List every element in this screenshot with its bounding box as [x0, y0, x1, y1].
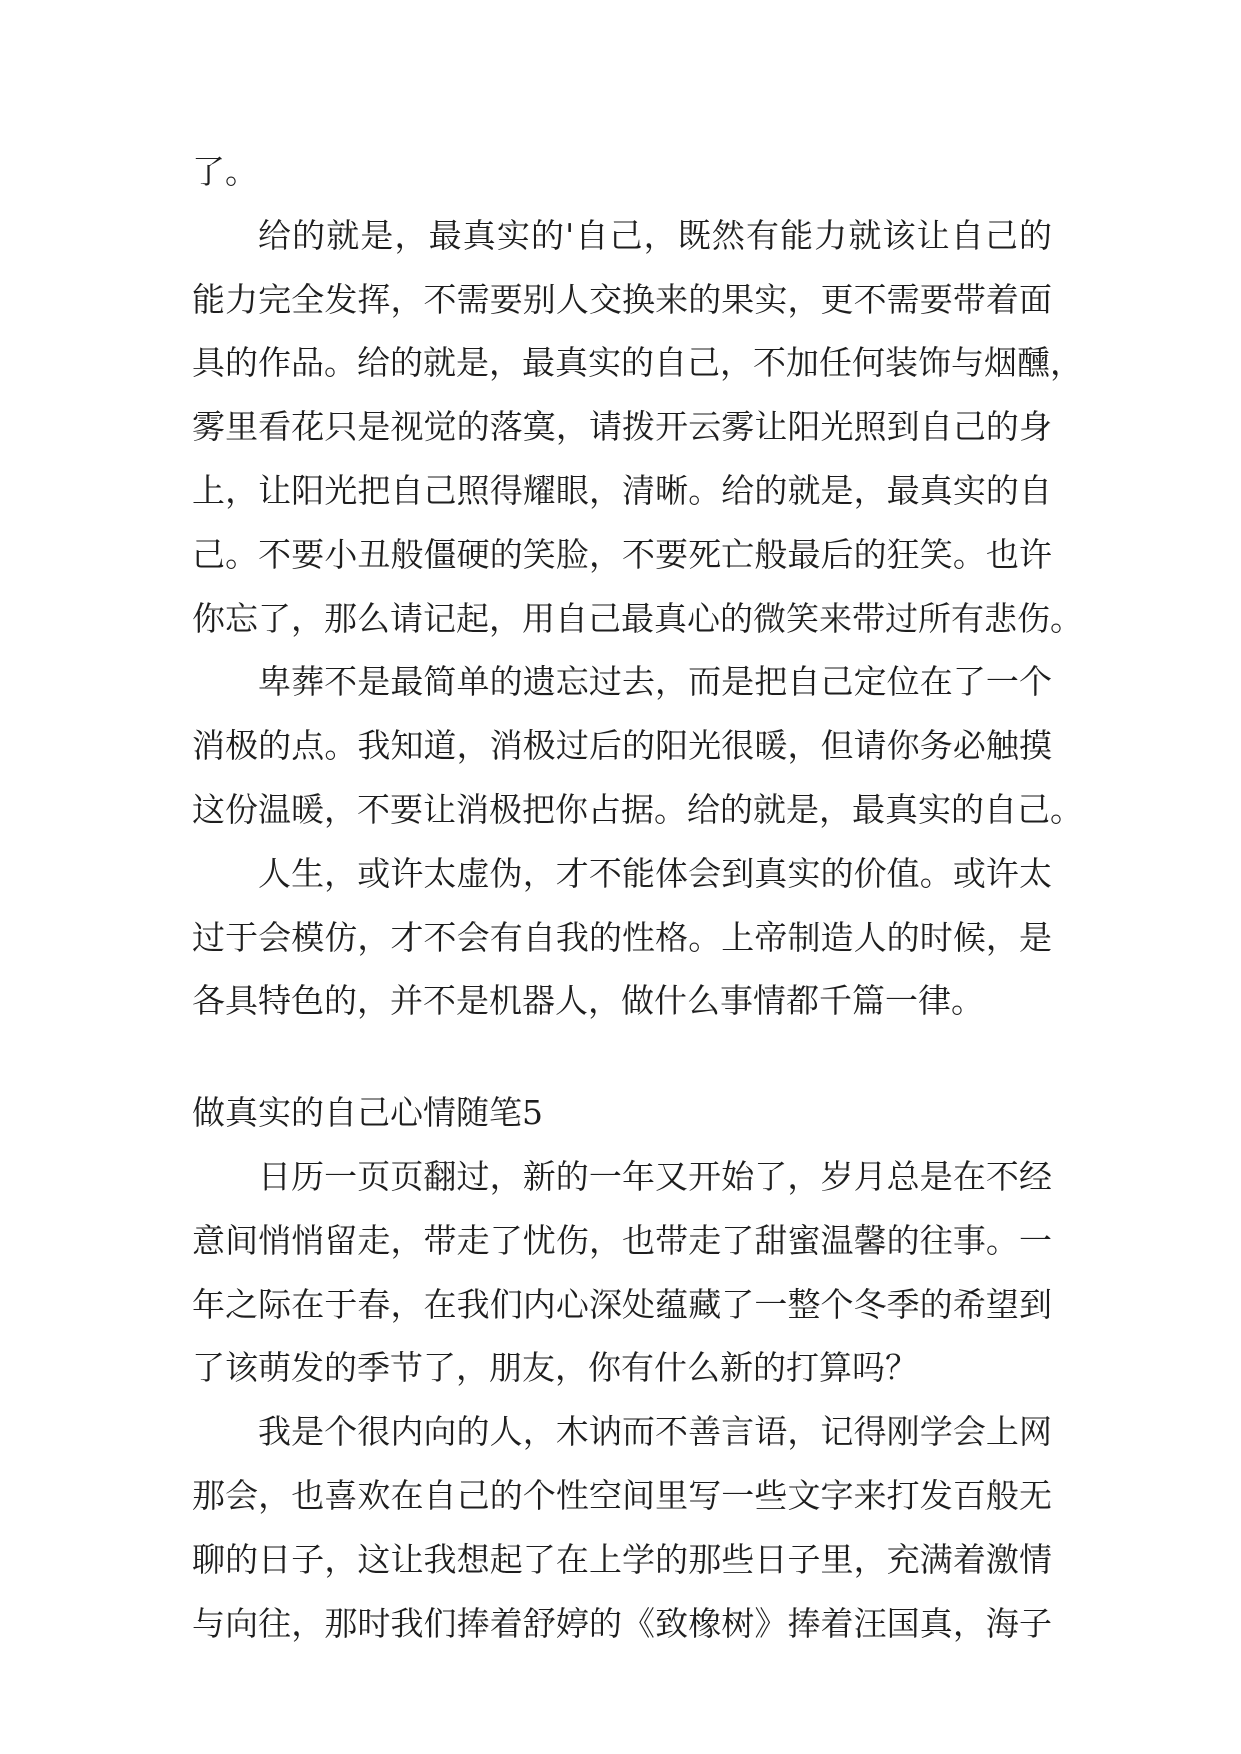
text-line: 聊的日子，这让我想起了在上学的那些日子里，充满着激情 [192, 1539, 1052, 1579]
text-line: 日历一页页翻过，新的一年又开始了，岁月总是在不经 [258, 1156, 1052, 1196]
text-line: 过于会模仿，才不会有自我的性格。上帝制造人的时候，是 [192, 917, 1052, 957]
paragraph [192, 140, 1052, 204]
text-line: 雾里看花只是视觉的落寞，请拨开云雾让阳光照到自己的身 [192, 407, 1052, 447]
text-line: 给的就是，最真实的'自己，既然有能力就该让自己的 [258, 215, 1052, 255]
text-line: 了该萌发的季节了，朋友，你有什么新的打算吗？ [192, 1348, 918, 1388]
text-line: 人生，或许太虚伪，才不能体会到真实的价值。或许太 [258, 853, 1052, 893]
text-line: 这份温暖，不要让消极把你占据。给的就是，最真实的自己。 [192, 789, 1083, 829]
text-line: 你忘了，那么请记起，用自己最真心的微笑来带过所有悲伤。 [192, 598, 1083, 638]
document-body [192, 140, 1083, 1655]
text-line: 了。 [192, 152, 258, 191]
paragraph [192, 204, 1083, 651]
text-line: 卑葬不是最简单的遗忘过去，而是把自己定位在了一个 [258, 662, 1052, 702]
text-line: 与向往，那时我们捧着舒婷的《致橡树》捧着汪国真，海子 [192, 1603, 1052, 1643]
heading-text: 做真实的自己心情随笔5 [192, 1093, 543, 1133]
text-line: 意间悄悄留走，带走了忧伤，也带走了甜蜜温馨的往事。一 [192, 1220, 1052, 1260]
text-line: 我是个很内向的人，木讷而不善言语，记得刚学会上网 [258, 1412, 1052, 1452]
text-line: 各具特色的，并不是机器人，做什么事情都千篇一律。 [192, 981, 984, 1021]
text-line: 具的作品。给的就是，最真实的自己，不加任何装饰与烟醺， [192, 343, 1083, 383]
text-line: 年之际在于春，在我们内心深处蕴藏了一整个冬季的希望到 [192, 1284, 1052, 1324]
paragraph [192, 1400, 1052, 1655]
text-line: 上，让阳光把自己照得耀眼，清晰。给的就是，最真实的自 [192, 470, 1052, 510]
text-line: 能力完全发挥，不需要别人交换来的果实，更不需要带着面 [192, 279, 1052, 319]
paragraph [192, 650, 1083, 841]
section-heading [192, 1081, 1052, 1145]
paragraph [192, 1145, 1052, 1400]
paragraph [192, 842, 1052, 1033]
text-line: 己。不要小丑般僵硬的笑脸，不要死亡般最后的狂笑。也许 [192, 534, 1052, 574]
text-line: 消极的点。我知道，消极过后的阳光很暖，但请你务必触摸 [192, 726, 1052, 766]
text-line: 那会，也喜欢在自己的个性空间里写一些文字来打发百般无 [192, 1475, 1052, 1515]
